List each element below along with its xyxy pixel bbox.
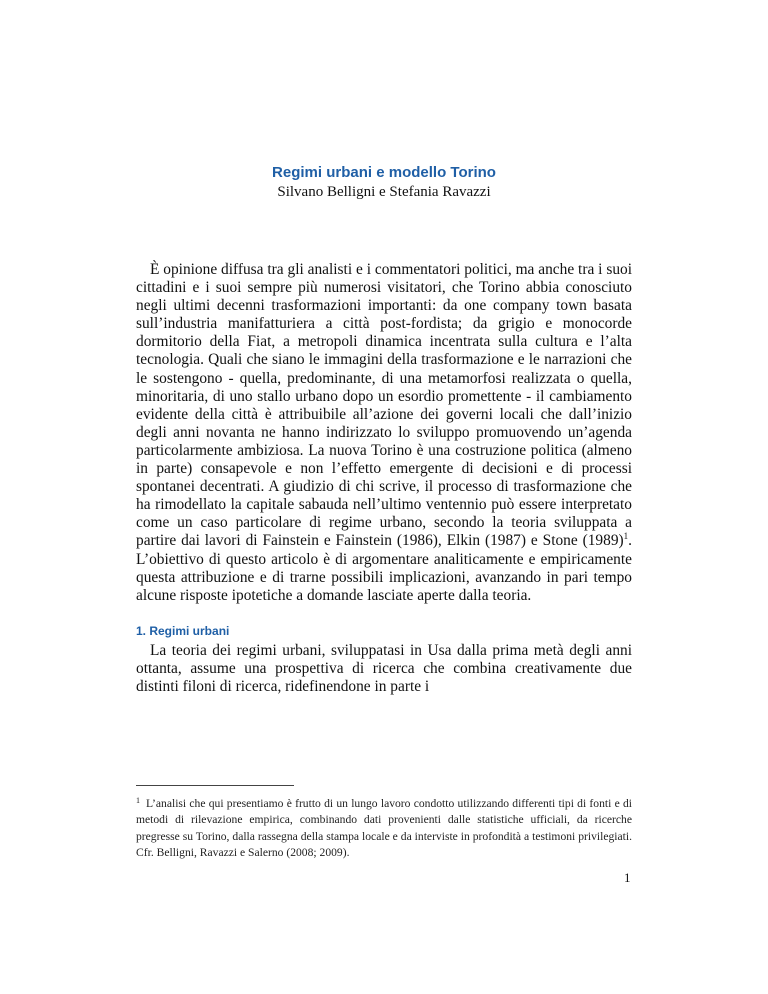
document-title: Regimi urbani e modello Torino xyxy=(272,164,496,181)
page-number: 1 xyxy=(624,870,631,885)
intro-paragraph-part1: È opinione diffusa tra gli analisti e i commentatori politici, ma anche tra i suoi cittadini e i suoi sempre più numerosi visitatori, che Torino abbia conosciuto negli ultimi decenni trasformazioni importanti: da one company town basata sull’industria manifatturiera a città post-fordista; da grigio e monocorde dormitorio della Fiat, a metropoli dinamica incentrata sulla cultura e l’alta tecnologia. Quali che siano le immagini della trasformazione e le narrazioni che le sostengono - quella, predominante, di una metamorfosi realizzata o quella, minoritaria, di uno stallo urbano dopo un esordio promettente - il cambiamento evidente della città è attribuibile all’azione dei governi locali che dall’inizio degli anni novanta ne hanno indirizzato lo sviluppo promuovendo un’agenda particolarmente ambiziosa. La nuova Torino è una costruzione politica (almeno in parte) consapevole e non l’effetto emergente di decisioni e di processi spontanei decentrati. A giudizio di chi scrive, il processo di trasformazione che ha rimodellato la capitale sabauda nell’ultimo ventennio può essere interpretato come un caso particolare di regime urbano, secondo la teoria sviluppata a partire dai lavori di Fainstein e Fainstein (1986), Elkin (1987) e Stone (1989) xyxy=(136,261,632,550)
document-authors: Silvano Belligni e Stefania Ravazzi xyxy=(277,184,491,200)
footnote-reference[interactable]: 1 xyxy=(623,531,629,542)
footnote-marker: 1 xyxy=(136,796,140,805)
intro-paragraph xyxy=(136,261,632,605)
footnote-divider xyxy=(136,785,294,786)
intro-paragraph-part2: . L’obiettivo di questo articolo è di argomentare analiticamente e empiricamente questa attribuzione e di trarne possibili implicazioni, avanzando in pari tempo alcune risposte ipotetiche a domande lasciate aperte dalla teoria. xyxy=(136,532,632,604)
section-paragraph: La teoria dei regimi urbani, sviluppatasi in Usa dalla prima metà degli anni ottanta, assume una prospettiva di ricerca che combina creativamente due distinti filoni di ricerca, ridefinendone in parte i xyxy=(136,642,632,696)
footnote-text: L’analisi che qui presentiamo è frutto di un lungo lavoro condotto utilizzando differenti tipi di fonti e di metodi di rilevazione empirica, combinando dati provenienti dalle statistiche ufficiali, da ricerche pregresse su Torino, dalla rassegna della stampa locale e da interviste in profondità a testimoni privilegiati. Cfr. Belligni, Ravazzi e Salerno (2008; 2009). xyxy=(136,797,632,860)
section-heading: 1. Regimi urbani xyxy=(136,624,230,638)
footnote xyxy=(136,796,632,862)
